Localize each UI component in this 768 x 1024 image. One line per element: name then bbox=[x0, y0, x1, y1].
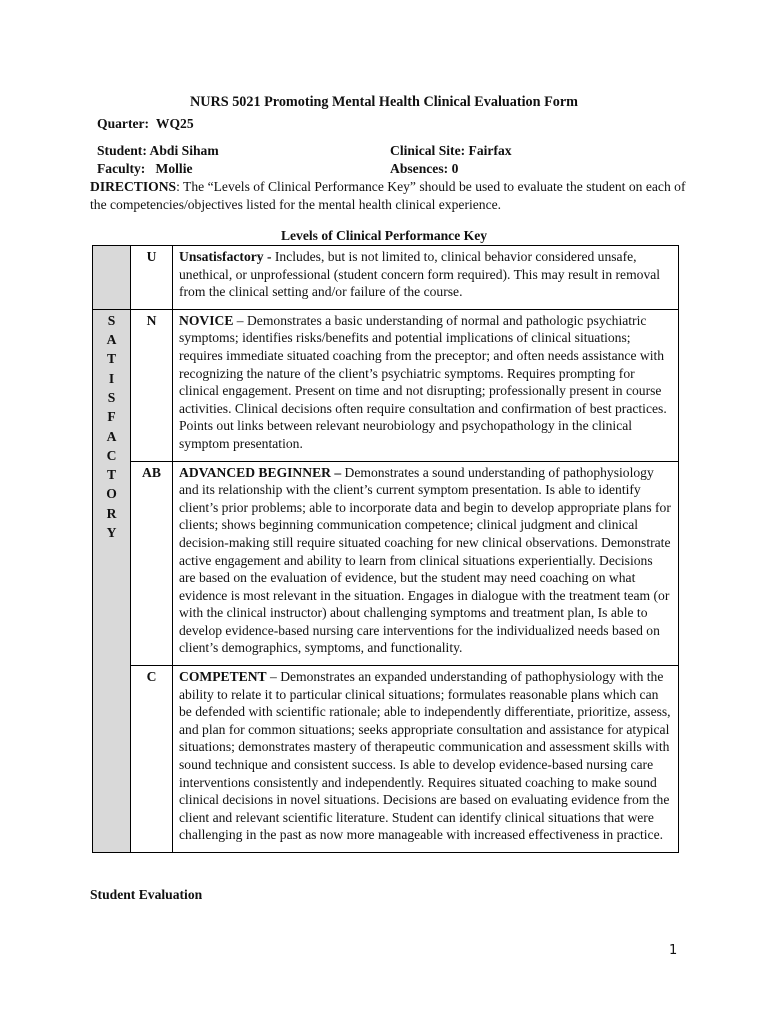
satisfactory-letter: C bbox=[106, 447, 117, 463]
satisfactory-column bbox=[93, 309, 131, 852]
level-description bbox=[173, 309, 679, 461]
form-title: NURS 5021 Promoting Mental Health Clinical Evaluation Form bbox=[190, 94, 578, 110]
satisfactory-letter: T bbox=[106, 351, 117, 367]
key-row-novice bbox=[93, 309, 679, 461]
satisfactory-letter: S bbox=[107, 389, 116, 405]
satisfactory-letter: O bbox=[106, 486, 117, 502]
key-row-advanced-beginner bbox=[93, 461, 679, 666]
level-description bbox=[173, 666, 679, 853]
level-code: C bbox=[131, 666, 173, 853]
performance-key-table bbox=[92, 245, 679, 853]
satisfactory-letter: A bbox=[106, 428, 117, 444]
directions-label: DIRECTIONS bbox=[90, 179, 177, 194]
satisfactory-letter: R bbox=[106, 505, 117, 521]
faculty-row bbox=[97, 161, 193, 177]
quarter-value: WQ25 bbox=[155, 116, 194, 131]
absences-row bbox=[390, 161, 458, 177]
directions-paragraph bbox=[90, 178, 690, 213]
level-name: NOVICE bbox=[179, 312, 234, 328]
student-row bbox=[97, 143, 219, 159]
level-name: COMPETENT bbox=[179, 669, 267, 685]
satisfactory-letter: T bbox=[106, 467, 117, 483]
student-label: Student: bbox=[97, 143, 147, 158]
quarter-label: Quarter: bbox=[97, 116, 150, 131]
faculty-label: Faculty: bbox=[97, 161, 146, 176]
level-code: AB bbox=[131, 461, 173, 666]
faculty-value: Mollie bbox=[155, 161, 193, 176]
absences-label: Absences: bbox=[390, 161, 449, 176]
level-description bbox=[173, 246, 679, 310]
key-row-unsatisfactory bbox=[93, 246, 679, 310]
level-text: Demonstrates a sound understanding of pathophysiology and its relationship with the client’s current symptom presentation. Is able to identify client’s prior problems; able to incorporate data and begin to develop appropriate plans for clients; shows beginning communication competence; clinical judgment and clinical decision-making still require situated coaching for new clinical observations. Demonstrate active engagement and ability to learn from clinical situations experientially. Decisions are based on the evaluation of evidence, but the student may need coaching on what evidence is most relevant in the situation. Engages in dialogue with the treatment team (or with the clinical instructor) about challenging symptoms and treatment plan, Is able to develop evidence-based nursing care interventions for the individualized needs based on client’s demographics, symptoms, and functionality. bbox=[179, 464, 671, 656]
satisfactory-letter: F bbox=[107, 409, 116, 425]
key-blank-cell bbox=[93, 246, 131, 310]
directions-text: : The “Levels of Clinical Performance Key” should be used to evaluate the student on each of the competencies/objectives listed for the mental health clinical experience. bbox=[90, 179, 686, 212]
clinical-site-label: Clinical Site: bbox=[390, 143, 466, 158]
level-code: N bbox=[131, 309, 173, 461]
level-name: ADVANCED BEGINNER – bbox=[179, 464, 345, 480]
satisfactory-letter: I bbox=[108, 370, 115, 386]
quarter-row bbox=[97, 116, 194, 132]
level-text: Includes, but is not limited to, clinical behavior considered unsafe, unethical, or unprofessional (student concern form required). This may result in removal from the clinical setting and/or failure of the course. bbox=[179, 249, 661, 300]
key-title: Levels of Clinical Performance Key bbox=[280, 228, 488, 243]
satisfactory-letter: Y bbox=[106, 525, 117, 541]
level-code: U bbox=[131, 246, 173, 310]
key-row-competent bbox=[93, 666, 679, 853]
level-text: – Demonstrates an expanded understanding of pathophysiology with the ability to relate it to particular clinical situations; formulates reasonable plans which can be defended with scientific rationale; able to independently differentiate, prioritize, assess, and plan for common situations; seeks appropriate consultation and assistance for atypical situations; demonstrates mastery of therapeutic communication and assessment skills with sound technique and consistent success. Is able to develop evidence-based nursing care interventions consistently and independently. Requires situated coaching to make sound clinical decisions in novel situations. Decisions are based on evaluating evidence from the client and relevant scientific literature. Student can identify clinical situations that were challenging in the past as now more manageable with increased effectiveness in practice. bbox=[179, 669, 671, 843]
level-description bbox=[173, 461, 679, 666]
student-value: Abdi Siham bbox=[149, 143, 219, 158]
page-number: 1 bbox=[669, 943, 678, 958]
student-evaluation-heading: Student Evaluation bbox=[90, 887, 203, 902]
level-name: Unsatisfactory - bbox=[179, 249, 275, 264]
clinical-site-row bbox=[390, 143, 512, 159]
satisfactory-letter: S bbox=[107, 312, 116, 328]
level-text: – Demonstrates a basic understanding of normal and pathologic psychiatric symptoms; identifies risks/benefits and potential implications of clinical situations; requires immediate situated coaching from the preceptor; and often needs assistance with recognizing the nature of the client’s psychiatric symptoms. Requires prompting for clinical engagement. Present on time and not disrupting; professionally present in course activities. Clinical decisions often require consultation and confirmation of best practices. Points out links between relevant neurobiology and psychopathology in the clinical symptom presentation. bbox=[179, 312, 667, 451]
clinical-site-value: Fairfax bbox=[468, 143, 512, 158]
satisfactory-vertical-label bbox=[93, 310, 130, 543]
satisfactory-letter: A bbox=[106, 332, 117, 348]
absences-value: 0 bbox=[451, 161, 459, 176]
